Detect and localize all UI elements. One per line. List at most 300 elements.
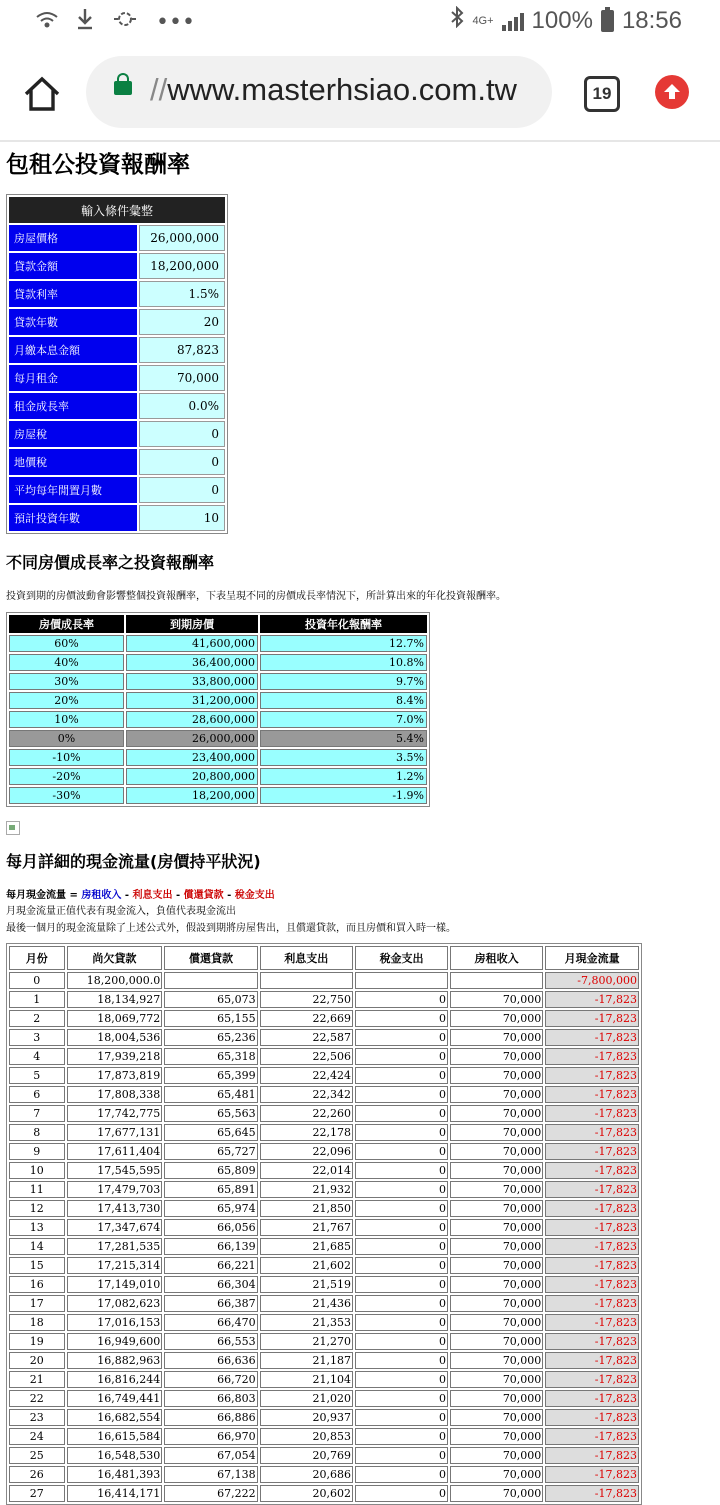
month-cell: 11	[9, 1181, 65, 1198]
principal-paid-cell: 66,470	[164, 1314, 257, 1331]
interest-cell: 21,020	[260, 1390, 353, 1407]
annual-return-cell: 1.2%	[260, 768, 427, 785]
cashflow-cell: -17,823	[545, 1371, 639, 1388]
input-row	[9, 253, 225, 279]
outstanding-loan-cell: 16,682,554	[67, 1409, 163, 1426]
table-row	[9, 1124, 639, 1141]
principal-paid-cell: 66,056	[164, 1219, 257, 1236]
interest-cell: 21,850	[260, 1200, 353, 1217]
growth-row	[9, 673, 427, 690]
principal-paid-cell	[164, 972, 257, 989]
principal-paid-cell: 65,236	[164, 1029, 257, 1046]
wifi-icon	[36, 10, 58, 35]
interest-cell: 21,353	[260, 1314, 353, 1331]
growth-rate-cell: 30%	[9, 673, 124, 690]
principal-paid-cell: 67,054	[164, 1447, 257, 1464]
month-cell: 8	[9, 1124, 65, 1141]
column-header: 月份	[9, 946, 65, 970]
interest-cell: 21,932	[260, 1181, 353, 1198]
lock-icon	[114, 81, 132, 95]
outstanding-loan-cell: 18,069,772	[67, 1010, 163, 1027]
month-cell: 22	[9, 1390, 65, 1407]
tax-cell: 0	[355, 1333, 448, 1350]
month-cell: 17	[9, 1295, 65, 1312]
rent-income-cell: 70,000	[450, 1409, 543, 1426]
maturity-price-cell: 31,200,000	[126, 692, 258, 709]
rent-income-cell: 70,000	[450, 1181, 543, 1198]
growth-rate-cell: 0%	[9, 730, 124, 747]
input-value: 20	[139, 309, 225, 335]
interest-cell: 22,587	[260, 1029, 353, 1046]
maturity-price-cell: 18,200,000	[126, 787, 258, 804]
table-row	[9, 1295, 639, 1312]
sync-icon	[112, 9, 138, 35]
month-cell: 2	[9, 1010, 65, 1027]
outstanding-loan-cell: 16,949,600	[67, 1333, 163, 1350]
outstanding-loan-cell: 18,134,927	[67, 991, 163, 1008]
rent-income-cell: 70,000	[450, 1200, 543, 1217]
outstanding-loan-cell: 17,215,314	[67, 1257, 163, 1274]
tax-cell: 0	[355, 1124, 448, 1141]
page-content	[6, 150, 714, 1505]
cashflow-cell: -17,823	[545, 1314, 639, 1331]
principal-paid-cell: 66,970	[164, 1428, 257, 1445]
input-value: 0	[139, 449, 225, 475]
rent-income-cell: 70,000	[450, 1276, 543, 1293]
url-text: //www.masterhsiao.com.tw	[150, 72, 517, 107]
outstanding-loan-cell: 18,004,536	[67, 1029, 163, 1046]
input-value: 87,823	[139, 337, 225, 363]
input-row	[9, 337, 225, 363]
tax-cell: 0	[355, 1409, 448, 1426]
input-summary-header: 輸入條件彙整	[9, 197, 225, 223]
outstanding-loan-cell: 17,149,010	[67, 1276, 163, 1293]
table-row	[9, 1428, 639, 1445]
tax-cell: 0	[355, 1257, 448, 1274]
annual-return-cell: 5.4%	[260, 730, 427, 747]
maturity-price-cell: 36,400,000	[126, 654, 258, 671]
growth-row	[9, 635, 427, 652]
network-type: 4G+	[472, 14, 494, 27]
rent-income-cell: 70,000	[450, 1485, 543, 1502]
tax-cell: 0	[355, 1238, 448, 1255]
input-row	[9, 281, 225, 307]
cashflow-cell: -17,823	[545, 1409, 639, 1426]
outstanding-loan-cell: 17,742,775	[67, 1105, 163, 1122]
cashflow-cell: -17,823	[545, 1485, 639, 1502]
growth-rate-cell: 20%	[9, 692, 124, 709]
input-label: 地價稅	[9, 449, 137, 475]
rent-income-cell: 70,000	[450, 1390, 543, 1407]
tax-cell: 0	[355, 1314, 448, 1331]
outstanding-loan-cell: 17,545,595	[67, 1162, 163, 1179]
column-header: 償還貸款	[164, 946, 257, 970]
principal-paid-cell: 67,138	[164, 1466, 257, 1483]
input-value: 70,000	[139, 365, 225, 391]
growth-rate-cell: -20%	[9, 768, 124, 785]
signal-icon	[502, 11, 524, 31]
interest-cell: 22,178	[260, 1124, 353, 1141]
month-cell: 20	[9, 1352, 65, 1369]
outstanding-loan-cell: 17,677,131	[67, 1124, 163, 1141]
cashflow-cell: -17,823	[545, 1257, 639, 1274]
tax-cell: 0	[355, 1485, 448, 1502]
tax-cell: 0	[355, 1428, 448, 1445]
rent-income-cell	[450, 972, 543, 989]
principal-paid-cell: 65,318	[164, 1048, 257, 1065]
month-cell: 3	[9, 1029, 65, 1046]
rent-income-cell: 70,000	[450, 1143, 543, 1160]
month-cell: 18	[9, 1314, 65, 1331]
input-label: 平均每年閒置月數	[9, 477, 137, 503]
growth-row	[9, 787, 427, 804]
maturity-price-cell: 28,600,000	[126, 711, 258, 728]
cashflow-cell: -17,823	[545, 1238, 639, 1255]
month-cell: 0	[9, 972, 65, 989]
interest-cell: 21,767	[260, 1219, 353, 1236]
table-row	[9, 1162, 639, 1179]
outstanding-loan-cell: 16,481,393	[67, 1466, 163, 1483]
tax-cell: 0	[355, 1200, 448, 1217]
cashflow-cell: -7,800,000	[545, 972, 639, 989]
cashflow-note: 最後一個月的現金流量除了上述公式外，假設到期將房屋售出，且償還貸款，而且房價和買入時一樣。	[6, 923, 456, 934]
rent-income-cell: 70,000	[450, 1010, 543, 1027]
month-cell: 12	[9, 1200, 65, 1217]
table-row	[9, 1105, 639, 1122]
table-row	[9, 991, 639, 1008]
input-value: 26,000,000	[139, 225, 225, 251]
table-row	[9, 1238, 639, 1255]
input-row	[9, 421, 225, 447]
tax-cell: 0	[355, 1105, 448, 1122]
cashflow-cell: -17,823	[545, 1105, 639, 1122]
cashflow-cell: -17,823	[545, 1200, 639, 1217]
principal-paid-cell: 66,221	[164, 1257, 257, 1274]
tax-cell: 0	[355, 991, 448, 1008]
principal-paid-cell: 65,399	[164, 1067, 257, 1084]
table-row	[9, 1447, 639, 1464]
input-row	[9, 477, 225, 503]
rent-income-cell: 70,000	[450, 1295, 543, 1312]
rent-income-cell: 70,000	[450, 1257, 543, 1274]
interest-cell	[260, 972, 353, 989]
tax-cell: 0	[355, 1143, 448, 1160]
rent-income-cell: 70,000	[450, 1447, 543, 1464]
cashflow-cell: -17,823	[545, 1181, 639, 1198]
principal-paid-cell: 65,481	[164, 1086, 257, 1103]
cashflow-cell: -17,823	[545, 1390, 639, 1407]
table-row	[9, 972, 639, 989]
tax-cell: 0	[355, 1162, 448, 1179]
tax-cell: 0	[355, 1390, 448, 1407]
table-row	[9, 1010, 639, 1027]
tax-cell: 0	[355, 1010, 448, 1027]
month-cell: 7	[9, 1105, 65, 1122]
outstanding-loan-cell: 16,749,441	[67, 1390, 163, 1407]
outstanding-loan-cell: 17,808,338	[67, 1086, 163, 1103]
principal-paid-cell: 65,645	[164, 1124, 257, 1141]
month-cell: 6	[9, 1086, 65, 1103]
input-summary-table	[6, 194, 228, 534]
interest-cell: 20,686	[260, 1466, 353, 1483]
rent-income-cell: 70,000	[450, 1428, 543, 1445]
rent-income-cell: 70,000	[450, 1466, 543, 1483]
column-header: 房租收入	[450, 946, 543, 970]
growth-rate-cell: 40%	[9, 654, 124, 671]
outstanding-loan-cell: 17,016,153	[67, 1314, 163, 1331]
rent-income-cell: 70,000	[450, 1352, 543, 1369]
table-row	[9, 1371, 639, 1388]
principal-paid-cell: 66,803	[164, 1390, 257, 1407]
input-value: 0	[139, 477, 225, 503]
principal-paid-cell: 66,636	[164, 1352, 257, 1369]
battery-percent: 100%	[531, 6, 593, 34]
cashflow-cell: -17,823	[545, 1162, 639, 1179]
principal-paid-cell: 65,809	[164, 1162, 257, 1179]
input-row	[9, 505, 225, 531]
interest-cell: 22,750	[260, 991, 353, 1008]
input-label: 租金成長率	[9, 393, 137, 419]
broken-image-icon	[6, 821, 20, 835]
annual-return-cell: -1.9%	[260, 787, 427, 804]
download-icon	[76, 8, 94, 36]
cashflow-cell: -17,823	[545, 1219, 639, 1236]
month-cell: 5	[9, 1067, 65, 1084]
outstanding-loan-cell: 16,414,171	[67, 1485, 163, 1502]
month-cell: 24	[9, 1428, 65, 1445]
rent-income-cell: 70,000	[450, 1048, 543, 1065]
annual-return-cell: 3.5%	[260, 749, 427, 766]
outstanding-loan-cell: 17,082,623	[67, 1295, 163, 1312]
input-label: 貸款年數	[9, 309, 137, 335]
maturity-price-cell: 33,800,000	[126, 673, 258, 690]
principal-paid-cell: 66,553	[164, 1333, 257, 1350]
table-row	[9, 1143, 639, 1160]
month-cell: 16	[9, 1276, 65, 1293]
growth-row	[9, 749, 427, 766]
interest-cell: 22,342	[260, 1086, 353, 1103]
tax-cell: 0	[355, 1466, 448, 1483]
cashflow-cell: -17,823	[545, 1352, 639, 1369]
principal-paid-cell: 65,891	[164, 1181, 257, 1198]
input-value: 18,200,000	[139, 253, 225, 279]
month-cell: 15	[9, 1257, 65, 1274]
outstanding-loan-cell: 17,479,703	[67, 1181, 163, 1198]
maturity-price-cell: 41,600,000	[126, 635, 258, 652]
table-row	[9, 1390, 639, 1407]
home-icon	[22, 74, 62, 114]
annual-return-cell: 10.8%	[260, 654, 427, 671]
rent-income-cell: 70,000	[450, 1029, 543, 1046]
principal-paid-cell: 65,563	[164, 1105, 257, 1122]
interest-cell: 22,096	[260, 1143, 353, 1160]
column-header: 房價成長率	[9, 615, 124, 633]
tax-cell: 0	[355, 1447, 448, 1464]
input-label: 月繳本息金額	[9, 337, 137, 363]
bluetooth-icon	[450, 6, 464, 35]
month-cell: 21	[9, 1371, 65, 1388]
input-label: 每月租金	[9, 365, 137, 391]
month-cell: 10	[9, 1162, 65, 1179]
table-row	[9, 1276, 639, 1293]
growth-section-title: 不同房價成長率之投資報酬率	[6, 553, 215, 572]
input-row	[9, 449, 225, 475]
update-button[interactable]	[655, 75, 689, 109]
principal-paid-cell: 65,155	[164, 1010, 257, 1027]
outstanding-loan-cell: 17,611,404	[67, 1143, 163, 1160]
table-row	[9, 1257, 639, 1274]
cashflow-cell: -17,823	[545, 1029, 639, 1046]
input-row	[9, 393, 225, 419]
interest-cell: 21,187	[260, 1352, 353, 1369]
cashflow-cell: -17,823	[545, 1276, 639, 1293]
outstanding-loan-cell: 16,882,963	[67, 1352, 163, 1369]
outstanding-loan-cell: 17,347,674	[67, 1219, 163, 1236]
principal-paid-cell: 66,139	[164, 1238, 257, 1255]
interest-cell: 22,014	[260, 1162, 353, 1179]
month-cell: 9	[9, 1143, 65, 1160]
interest-cell: 20,769	[260, 1447, 353, 1464]
annual-return-cell: 12.7%	[260, 635, 427, 652]
table-row	[9, 1314, 639, 1331]
home-button[interactable]	[22, 74, 62, 114]
cashflow-cell: -17,823	[545, 1086, 639, 1103]
month-cell: 13	[9, 1219, 65, 1236]
cashflow-cell: -17,823	[545, 1466, 639, 1483]
principal-paid-cell: 65,727	[164, 1143, 257, 1160]
interest-cell: 21,436	[260, 1295, 353, 1312]
address-bar[interactable]	[86, 56, 552, 128]
cashflow-cell: -17,823	[545, 1124, 639, 1141]
column-header: 尚欠貸款	[67, 946, 163, 970]
battery-icon	[601, 10, 614, 32]
input-label: 預計投資年數	[9, 505, 137, 531]
tax-cell	[355, 972, 448, 989]
month-cell: 4	[9, 1048, 65, 1065]
month-cell: 1	[9, 991, 65, 1008]
growth-rate-cell: -30%	[9, 787, 124, 804]
rent-income-cell: 70,000	[450, 1314, 543, 1331]
interest-cell: 20,853	[260, 1428, 353, 1445]
input-row	[9, 225, 225, 251]
input-row	[9, 309, 225, 335]
maturity-price-cell: 20,800,000	[126, 768, 258, 785]
table-row	[9, 1466, 639, 1483]
input-value: 10	[139, 505, 225, 531]
principal-paid-cell: 66,304	[164, 1276, 257, 1293]
table-row	[9, 1200, 639, 1217]
growth-rate-cell: 60%	[9, 635, 124, 652]
outstanding-loan-cell: 17,939,218	[67, 1048, 163, 1065]
table-row	[9, 1086, 639, 1103]
month-cell: 27	[9, 1485, 65, 1502]
interest-cell: 21,104	[260, 1371, 353, 1388]
outstanding-loan-cell: 16,615,584	[67, 1428, 163, 1445]
rent-income-cell: 70,000	[450, 1067, 543, 1084]
rent-income-cell: 70,000	[450, 1219, 543, 1236]
outstanding-loan-cell: 17,281,535	[67, 1238, 163, 1255]
rent-income-cell: 70,000	[450, 1124, 543, 1141]
input-label: 貸款利率	[9, 281, 137, 307]
cashflow-cell: -17,823	[545, 1428, 639, 1445]
browser-toolbar	[0, 44, 720, 142]
cashflow-cell: -17,823	[545, 1010, 639, 1027]
column-header: 到期房價	[126, 615, 258, 633]
cashflow-section-title: 每月詳細的現金流量(房價持平狀況)	[6, 852, 261, 871]
rent-income-cell: 70,000	[450, 1238, 543, 1255]
growth-row	[9, 654, 427, 671]
tax-cell: 0	[355, 1086, 448, 1103]
outstanding-loan-cell: 16,548,530	[67, 1447, 163, 1464]
interest-cell: 22,424	[260, 1067, 353, 1084]
rent-income-cell: 70,000	[450, 991, 543, 1008]
month-cell: 26	[9, 1466, 65, 1483]
tax-cell: 0	[355, 1219, 448, 1236]
annual-return-cell: 7.0%	[260, 711, 427, 728]
cashflow-cell: -17,823	[545, 1048, 639, 1065]
table-row	[9, 1352, 639, 1369]
tax-cell: 0	[355, 1029, 448, 1046]
growth-row	[9, 692, 427, 709]
column-header: 利息支出	[260, 946, 353, 970]
tax-cell: 0	[355, 1352, 448, 1369]
principal-paid-cell: 65,073	[164, 991, 257, 1008]
more-notifications-icon: •••	[156, 9, 195, 35]
table-row	[9, 1333, 639, 1350]
month-cell: 14	[9, 1238, 65, 1255]
tax-cell: 0	[355, 1048, 448, 1065]
growth-row	[9, 711, 427, 728]
input-value: 0	[139, 421, 225, 447]
interest-cell: 21,519	[260, 1276, 353, 1293]
outstanding-loan-cell: 17,413,730	[67, 1200, 163, 1217]
input-value: 1.5%	[139, 281, 225, 307]
table-row	[9, 1067, 639, 1084]
outstanding-loan-cell: 16,816,244	[67, 1371, 163, 1388]
cashflow-note: 月現金流量正值代表有現金流入，負值代表現金流出	[6, 906, 236, 917]
table-row	[9, 1219, 639, 1236]
clock: 18:56	[621, 6, 682, 34]
month-cell: 19	[9, 1333, 65, 1350]
cashflow-cell: -17,823	[545, 1067, 639, 1084]
interest-cell: 21,685	[260, 1238, 353, 1255]
interest-cell: 20,937	[260, 1409, 353, 1426]
cashflow-formula: 每月現金流量 = 房租收入 - 利息支出 - 償還貸款 - 稅金支出	[6, 890, 275, 901]
interest-cell: 21,602	[260, 1257, 353, 1274]
input-label: 房屋稅	[9, 421, 137, 447]
growth-rate-cell: -10%	[9, 749, 124, 766]
principal-paid-cell: 66,387	[164, 1295, 257, 1312]
cashflow-cell: -17,823	[545, 1143, 639, 1160]
tax-cell: 0	[355, 1276, 448, 1293]
outstanding-loan-cell: 18,200,000.0	[67, 972, 163, 989]
input-label: 貸款金額	[9, 253, 137, 279]
growth-section-description: 投資到期的房價波動會影響整個投資報酬率，下表呈現不同的房價成長率情況下，所計算出來的年化投資報酬率。	[6, 591, 506, 602]
principal-paid-cell: 66,886	[164, 1409, 257, 1426]
rent-income-cell: 70,000	[450, 1371, 543, 1388]
status-bar	[0, 0, 720, 44]
rent-income-cell: 70,000	[450, 1105, 543, 1122]
interest-cell: 21,270	[260, 1333, 353, 1350]
page-title: 包租公投資報酬率	[6, 152, 190, 178]
tax-cell: 0	[355, 1181, 448, 1198]
tab-switcher-button[interactable]: 19	[584, 76, 620, 112]
arrow-up-icon	[662, 82, 682, 102]
interest-cell: 22,669	[260, 1010, 353, 1027]
table-row	[9, 1048, 639, 1065]
growth-rate-cell: 10%	[9, 711, 124, 728]
column-header: 稅金支出	[355, 946, 448, 970]
